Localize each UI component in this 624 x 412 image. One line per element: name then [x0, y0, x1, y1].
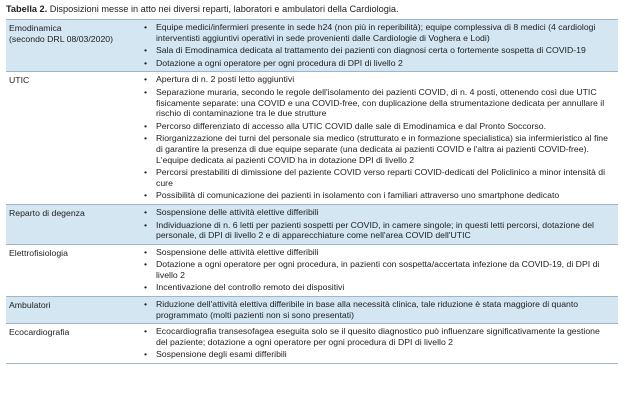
bullet-icon: •	[144, 206, 148, 217]
bullet-icon: •	[144, 282, 148, 293]
bullet-icon: •	[144, 219, 148, 230]
list-item-text: Dotazione a ogni operatore per ogni procedura, in pazienti con sospetta/accertata infezione da COVID-19, di DPI di livello 2	[156, 259, 600, 280]
list-item-text: Riorganizzazione dei turni del personale sia medico (strutturato e in formazione specialistica) sia infermieristico al fine di garantire la presenza di due equipe separate (una dedicata ai pazienti COVID e l'altra ai pazienti COVID-free). L'equipe dedicata ai pazienti COVID ha in dotazione DPI di livello 2	[156, 133, 608, 165]
list-item-text: Sala di Emodinamica dedicata al trattamento dei pazienti con diagnosi certa o fortemente sospetta di COVID-19	[156, 45, 586, 56]
list-item-text: Sospensione delle attività elettive differibili	[156, 246, 319, 257]
bullet-icon: •	[144, 86, 148, 97]
bullet-icon: •	[144, 57, 148, 68]
measures-cell	[138, 244, 618, 296]
category-cell	[6, 204, 138, 244]
list-item	[140, 74, 612, 85]
table-row	[6, 72, 618, 205]
category-label: Elettrofisiologia	[9, 247, 68, 258]
category-label: UTIC	[9, 75, 30, 86]
category-label: Reparto di degenza	[9, 207, 85, 218]
list-item	[140, 121, 612, 132]
measures-list	[140, 22, 612, 68]
measures-cell	[138, 20, 618, 72]
caption-label: Tabella 2.	[6, 4, 48, 14]
list-item-text: Percorso differenziato di accesso alla UTIC COVID dalle sale di Emodinamica e dal Pronto Soccorso.	[156, 120, 546, 131]
measures-list	[140, 207, 612, 241]
table-row	[6, 20, 618, 72]
table-row	[6, 244, 618, 296]
measures-cell	[138, 204, 618, 244]
list-item	[140, 22, 612, 43]
table-row	[6, 324, 618, 364]
category-cell	[6, 20, 138, 72]
list-item	[140, 282, 612, 293]
list-item-text: Ecocardiografia transesofagea eseguita solo se il quesito diagnostico può influenzare significativamente la gestione del paziente; dotazione a ogni operatore per ogni procedura di DPI di livello 2	[156, 326, 600, 347]
bullet-icon: •	[144, 22, 148, 32]
list-item	[140, 299, 612, 320]
measures-cell	[138, 297, 618, 324]
category-note: (secondo DRL 08/03/2020)	[9, 33, 113, 44]
list-item	[140, 58, 612, 69]
list-item	[140, 220, 612, 241]
measures-cell	[138, 72, 618, 205]
list-item-text: Apertura di n. 2 posti letto aggiuntivi	[156, 74, 295, 85]
bullet-icon: •	[144, 167, 148, 178]
list-item	[140, 207, 612, 218]
table-caption	[6, 3, 618, 15]
list-item-text: Sospensione degli esami differibili	[156, 349, 287, 360]
measures-list	[140, 299, 612, 320]
category-label: Ambulatori	[9, 300, 51, 311]
measures-list	[140, 74, 612, 201]
list-item-text: Individuazione di n. 6 letti per pazienti sospetti per COVID, in camere singole; in questi letti percorsi, dotazione del personale, di DPI di livello 2 e di apparecchiature come nell'area COVID dell'UTIC	[156, 219, 594, 241]
list-item	[140, 326, 612, 347]
category-cell	[6, 324, 138, 364]
category-label: Emodinamica	[9, 23, 62, 33]
list-item	[140, 259, 612, 280]
table-row	[6, 297, 618, 324]
bullet-icon: •	[144, 120, 148, 131]
category-label: Ecocardiografia	[9, 327, 70, 338]
category-cell	[6, 297, 138, 324]
table-row	[6, 204, 618, 244]
measures-list	[140, 247, 612, 293]
measures-cell	[138, 324, 618, 364]
measures-list	[140, 326, 612, 360]
list-item	[140, 349, 612, 360]
category-cell	[6, 244, 138, 296]
table-body	[6, 20, 618, 364]
category-cell	[6, 72, 138, 205]
list-item	[140, 190, 612, 201]
caption-text: Disposizioni messe in atto nei diversi reparti, laboratori e ambulatori della Cardiologia.	[47, 4, 399, 14]
list-item-text: Riduzione dell'attività elettiva differibile in base alla necessità clinica, tale riduzione è stata maggiore di quanto programmato (molti pazienti non si sono presentati)	[156, 299, 579, 320]
list-item-text: Percorsi prestabiliti di dimissione del paziente COVID verso reparti COVID-dedicati del Policlinico a minor intensità di cure	[156, 167, 606, 188]
list-item	[140, 45, 612, 56]
list-item-text: Equipe medici/infermieri presente in sede h24 (non più in reperibilità); equipe complessiva di 8 medici (4 cardiologi interventisti aggiuntivi operativi in sede provenienti dalle Cardiologie di Voghera e Lodi)	[156, 22, 596, 43]
list-item	[140, 247, 612, 258]
bullet-icon: •	[144, 74, 148, 85]
bullet-icon: •	[144, 45, 148, 56]
bullet-icon: •	[144, 299, 148, 310]
list-item-text: Separazione muraria, secondo le regole dell'isolamento dei pazienti COVID, di n. 4 posti, ottenendo così due UTIC fisicamente separate: una COVID e una COVID-free, con duplicazione della strumentazione dedicata per annullare il rischio di contaminazione tra le due strutture	[156, 86, 605, 119]
list-item	[140, 133, 612, 165]
list-item-text: Sospensione delle attività elettive differibili	[156, 206, 319, 217]
bullet-icon: •	[144, 190, 148, 201]
list-item	[140, 87, 612, 119]
list-item-text: Dotazione a ogni operatore per ogni procedura di DPI di livello 2	[156, 57, 403, 68]
bullet-icon: •	[144, 246, 148, 257]
list-item-text: Incentivazione del controllo remoto dei dispositivi	[156, 282, 345, 293]
list-item	[140, 167, 612, 188]
measures-table	[6, 19, 618, 364]
bullet-icon: •	[144, 349, 148, 360]
bullet-icon: •	[144, 133, 148, 144]
bullet-icon: •	[144, 326, 148, 337]
bullet-icon: •	[144, 259, 148, 270]
list-item-text: Possibilità di comunicazione dei pazienti in isolamento con i familiari attraverso uno smartphone dedicato	[156, 190, 560, 201]
